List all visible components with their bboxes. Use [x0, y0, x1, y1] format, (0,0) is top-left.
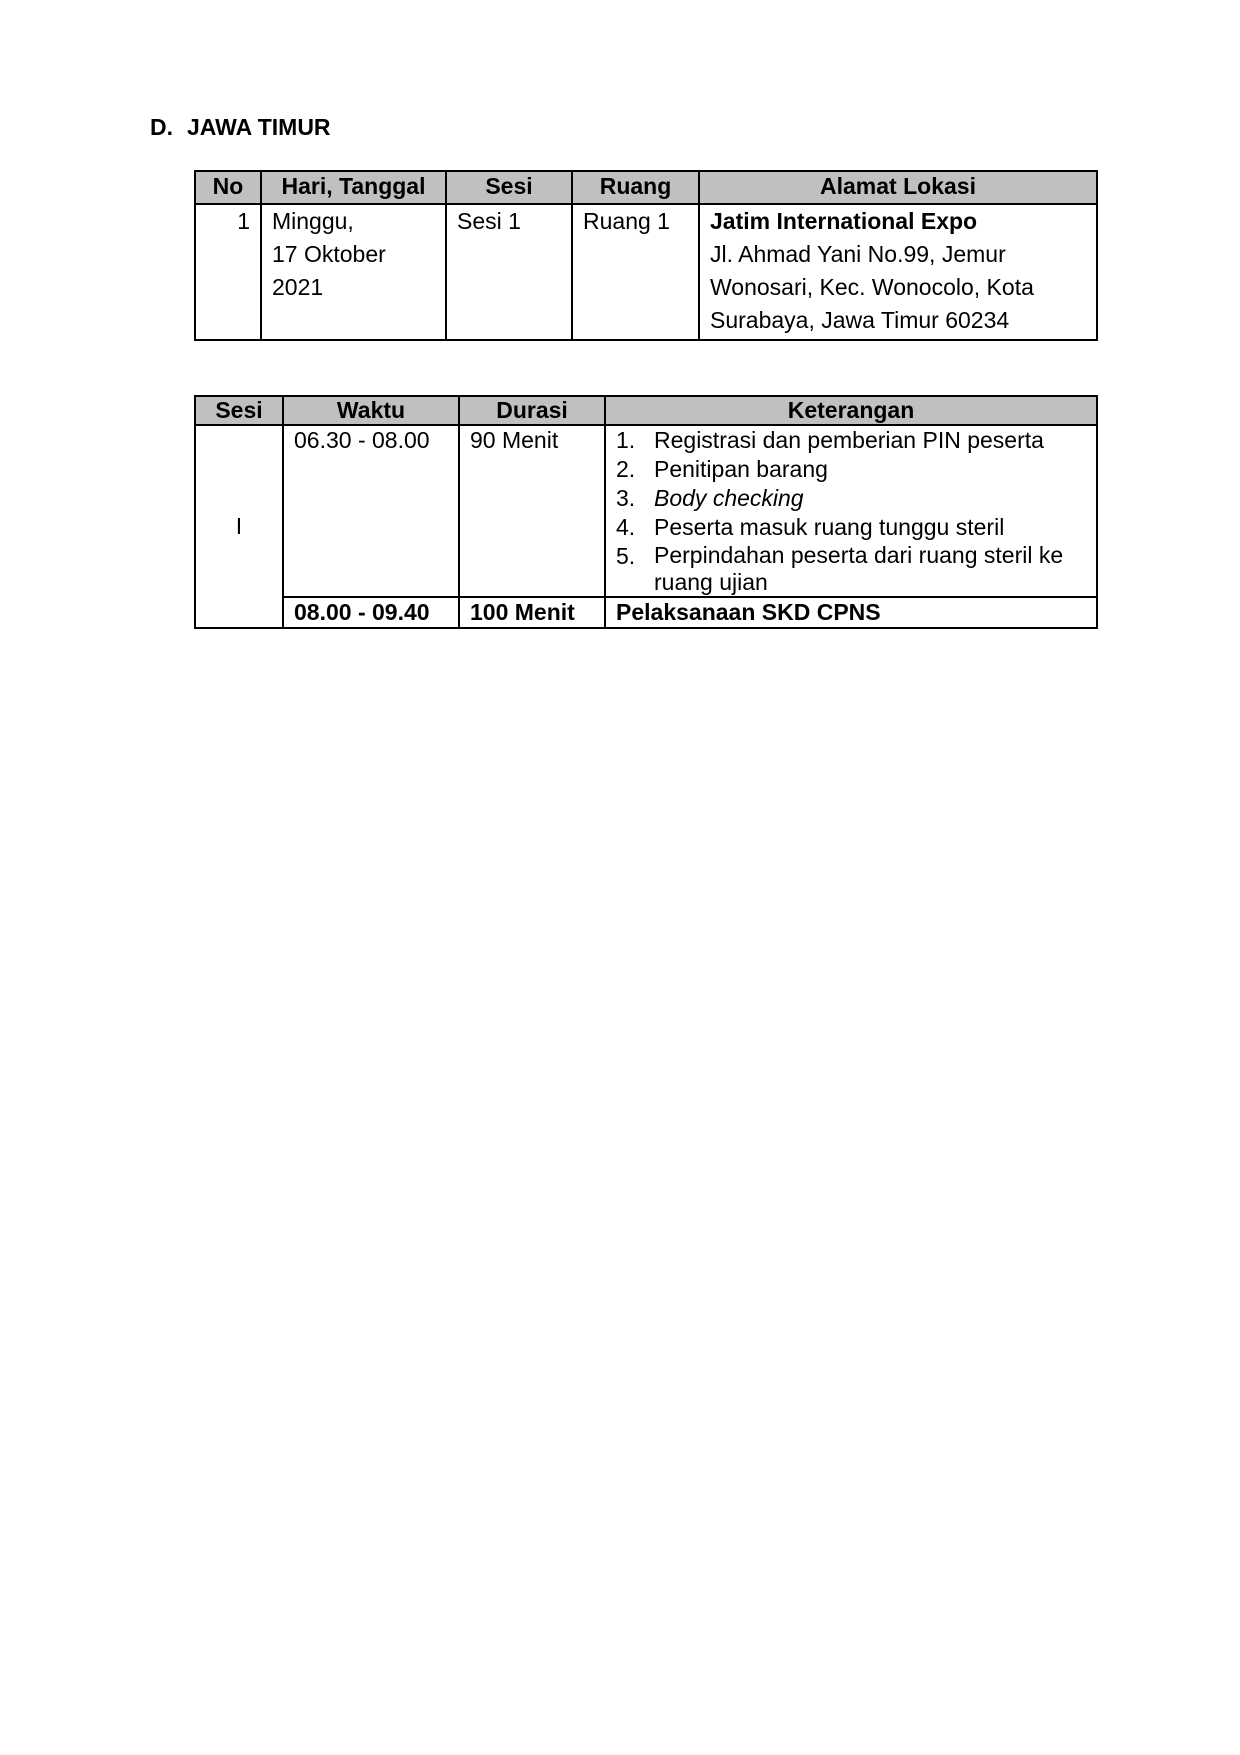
table-row	[195, 597, 1097, 628]
date-year: 2021	[272, 274, 324, 300]
cell-durasi: 90 Menit	[459, 425, 605, 597]
location-table	[194, 170, 1098, 341]
header-durasi: Durasi	[459, 396, 605, 425]
header-keterangan: Keterangan	[605, 396, 1097, 425]
header-sesi: Sesi	[446, 171, 572, 204]
table-row	[195, 204, 1097, 340]
cell-sesi-number: I	[195, 425, 283, 628]
cell-keterangan	[605, 425, 1097, 597]
table-row	[195, 425, 1097, 597]
list-item	[616, 542, 1090, 596]
header-hari-tanggal: Hari, Tanggal	[261, 171, 446, 204]
step-text: Body checking	[654, 485, 804, 511]
header-waktu: Waktu	[283, 396, 459, 425]
venue-name: Jatim International Expo	[710, 208, 978, 234]
list-item	[616, 513, 1090, 542]
cell-sesi: Sesi 1	[446, 204, 572, 340]
step-number: 3.	[616, 485, 636, 511]
schedule-table-header-row	[195, 396, 1097, 425]
step-number: 1.	[616, 427, 636, 453]
header-no: No	[195, 171, 261, 204]
cell-date	[261, 204, 446, 340]
header-sesi: Sesi	[195, 396, 283, 425]
list-item	[616, 484, 1090, 513]
list-item	[616, 455, 1090, 484]
date-day: Minggu,	[272, 208, 354, 234]
steps-list	[616, 426, 1090, 596]
list-item	[616, 426, 1090, 455]
cell-no: 1	[195, 204, 261, 340]
cell-waktu: 08.00 - 09.40	[283, 597, 459, 628]
section-title: JAWA TIMUR	[187, 114, 331, 140]
step-text: Registrasi dan pemberian PIN peserta	[654, 427, 1044, 453]
header-alamat-lokasi: Alamat Lokasi	[699, 171, 1097, 204]
section-letter: D.	[150, 114, 173, 140]
cell-keterangan: Pelaksanaan SKD CPNS	[605, 597, 1097, 628]
location-table-header-row	[195, 171, 1097, 204]
venue-address: Jl. Ahmad Yani No.99, Jemur Wonosari, Kec. Wonocolo, Kota Surabaya, Jawa Timur 60234	[710, 241, 1034, 333]
step-number: 2.	[616, 456, 636, 482]
section-heading	[150, 112, 331, 142]
step-text: Penitipan barang	[654, 456, 828, 482]
step-text: Perpindahan peserta dari ruang steril ke ruang ujian	[654, 542, 1064, 595]
step-number: 4.	[616, 514, 636, 540]
schedule-table	[194, 395, 1098, 629]
cell-address	[699, 204, 1097, 340]
step-text: Peserta masuk ruang tunggu steril	[654, 514, 1005, 540]
cell-ruang: Ruang 1	[572, 204, 699, 340]
step-number: 5.	[616, 543, 636, 569]
header-ruang: Ruang	[572, 171, 699, 204]
date-day-month: 17 Oktober	[272, 241, 386, 267]
cell-durasi: 100 Menit	[459, 597, 605, 628]
cell-waktu: 06.30 - 08.00	[283, 425, 459, 597]
